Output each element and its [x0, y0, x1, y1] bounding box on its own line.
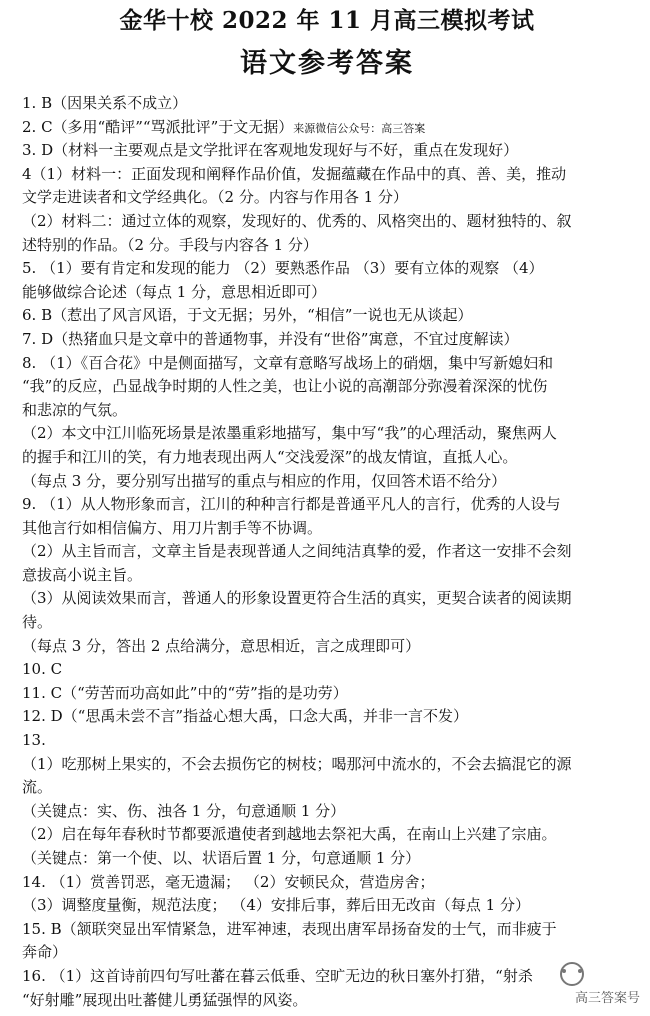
page-title: 金华十校 2022 年 11 月高三模拟考试 — [119, 7, 535, 34]
page-subtitle: 语文参考答案 — [240, 48, 414, 79]
answer-line — [22, 918, 632, 942]
answer-line — [22, 234, 632, 258]
answer-line — [22, 422, 632, 446]
answer-line — [22, 965, 632, 989]
answer-line-text: 流。 — [22, 778, 53, 797]
answer-line — [22, 92, 632, 116]
answer-line-text: 4（1）材料一：正面发现和阐释作品价值，发掘蕴藏在作品中的真、善、美，推动 — [22, 164, 567, 183]
answer-line — [22, 257, 632, 281]
watermark-logo-text: 高三答案号 — [574, 991, 640, 1006]
answer-line-text: 6. B（惹出了风言风语，于文无据；另外，“相信”一说也无从谈起） — [22, 306, 473, 325]
answer-line — [22, 186, 632, 210]
answer-line — [22, 564, 632, 588]
answer-line-text: （每点 3 分，要分别写出描写的重点与相应的作用，仅回答术语不给分） — [22, 471, 507, 490]
answer-line-text: 8. （1）《百合花》中是侧面描写，文章有意略写战场上的硝烟，集中写新媳妇和 — [22, 353, 554, 372]
answer-line — [22, 705, 632, 729]
answer-line-text: （2）本文中江川临死场景是浓墨重彩地描写，集中写“我”的心理活动，聚焦两人 — [22, 424, 557, 443]
answer-line-text: （2）从主旨而言，文章主旨是表现普通人之间纯洁真挚的爱，作者这一安排不会刻 — [22, 542, 572, 561]
answer-line — [22, 540, 632, 564]
answer-line-text: “我”的反应，凸显战争时期的人性之美，也让小说的高潮部分弥漫着深深的忧伤 — [22, 377, 548, 396]
answer-line — [22, 871, 632, 895]
answer-line-text: 12. D（“思禹未尝不言”指益心想大禹，口念大禹，并非一言不发） — [22, 707, 468, 726]
answer-line — [22, 139, 632, 163]
answer-line-text: 2. C（多用“酷评”“骂派批评”于文无据） — [22, 117, 294, 136]
answer-line — [22, 304, 632, 328]
answer-line-text: 7. D（热猪血只是文章中的普通物事，并没有“世俗”寓意，不宜过度解读） — [22, 329, 519, 348]
answer-line — [22, 281, 632, 305]
answer-line — [22, 328, 632, 352]
answer-line-text: 述特别的作品。（2 分。手段与内容各 1 分） — [22, 235, 318, 254]
answer-line — [22, 375, 632, 399]
answer-line-text: （2）材料二：通过立体的观察，发现好的、优秀的、风格突出的、题材独特的、叙 — [22, 211, 572, 230]
answer-line-text: 和悲凉的气氛。 — [22, 400, 128, 419]
answer-list — [22, 92, 632, 1012]
answer-line — [22, 470, 632, 494]
answer-line — [22, 163, 632, 187]
answer-line — [22, 658, 632, 682]
answer-line-text: 能够做综合论述（每点 1 分，意思相近即可） — [22, 282, 327, 301]
answer-line — [22, 776, 632, 800]
answer-line-text: 待。 — [22, 613, 53, 632]
answer-line-text: 1. B（因果关系不成立） — [22, 94, 188, 112]
answer-line-text: 文学走进读者和文学经典化。（2 分。内容与作用各 1 分） — [22, 188, 408, 207]
answer-line — [22, 611, 632, 635]
answer-line-text: 其他言行如相信偏方、用刀片割手等不协调。 — [22, 518, 323, 537]
answer-line-text: 10. C — [22, 660, 63, 679]
answer-line — [22, 352, 632, 376]
answer-line — [22, 446, 632, 470]
answer-line-text: （3）从阅读效果而言，普通人的形象设置更符合生活的真实，更契合读者的阅读期 — [22, 589, 572, 608]
answer-line-text: 15. B（颔联突显出军情紧急，进军神速，表现出唐军昂扬奋发的士气，而非疲于 — [22, 919, 557, 938]
answer-line-text: 16. （1）这首诗前四句写吐蕃在暮云低垂、空旷无边的秋日塞外打猎，“射杀 — [22, 966, 533, 985]
answer-line-text: 奔命） — [22, 943, 68, 962]
answer-line — [22, 729, 632, 753]
answer-line-text: 13. — [22, 731, 46, 750]
answer-line — [22, 210, 632, 234]
answer-line — [22, 493, 632, 517]
answer-line-text: （关键点：第一个使、以、状语后置 1 分，句意通顺 1 分） — [22, 849, 421, 867]
answer-line — [22, 116, 632, 140]
answer-line — [22, 823, 632, 847]
answer-line — [22, 753, 632, 777]
answer-line-text: （每点 3 分，答出 2 点给满分，意思相近，言之成理即可） — [22, 636, 421, 655]
answer-line — [22, 847, 632, 871]
answer-line-text: 5. （1）要有肯定和发现的能力 （2）要熟悉作品 （3）要有立体的观察 （4） — [22, 259, 544, 278]
answer-line — [22, 894, 632, 918]
answer-line — [22, 517, 632, 541]
source-note: 来源微信公众号：高三答案 — [293, 121, 426, 135]
answer-line-text: 11. C（“劳苦而功高如此”中的“劳”指的是功劳） — [22, 683, 348, 702]
answer-line-text: “好射雕”展现出吐蕃健儿勇猛强悍的风姿。 — [22, 990, 308, 1009]
answer-line-text: 3. D（材料一主要观点是文学批评在客观地发现好与不好，重点在发现好） — [22, 141, 519, 160]
answer-line-text: （关键点：实、伤、浊各 1 分，句意通顺 1 分） — [22, 801, 346, 820]
answer-line — [22, 635, 632, 659]
answer-line-text: 14. （1）赏善罚恶，毫无遗漏； （2）安顿民众，营造房舍； — [22, 872, 435, 891]
answer-line-text: 的握手和江川的笑，有力地表现出两人“交浅爱深”的战友情谊，直抵人心。 — [22, 447, 518, 466]
answer-line-text: 意拔高小说主旨。 — [22, 565, 143, 584]
answer-line — [22, 587, 632, 611]
answer-line-text: （2）启在每年春秋时节都要派遣使者到越地去祭祀大禹，在南山上兴建了宗庙。 — [22, 825, 557, 844]
answer-line-text: （3）调整度量衡，规范法度； （4）安排后事，葬后田无改亩（每点 1 分） — [22, 896, 530, 915]
answer-line — [22, 800, 632, 824]
answer-line — [22, 941, 632, 965]
answer-line-text: （1）吃那树上果实的，不会去损伤它的树枝；喝那河中流水的，不会去搞混它的源 — [22, 754, 572, 773]
answer-line — [22, 682, 632, 706]
answer-line — [22, 399, 632, 423]
answer-line-text: 9. （1）从人物形象而言，江川的种种言行都是普通平凡人的言行，优秀的人设与 — [22, 495, 561, 514]
answer-line — [22, 989, 632, 1013]
